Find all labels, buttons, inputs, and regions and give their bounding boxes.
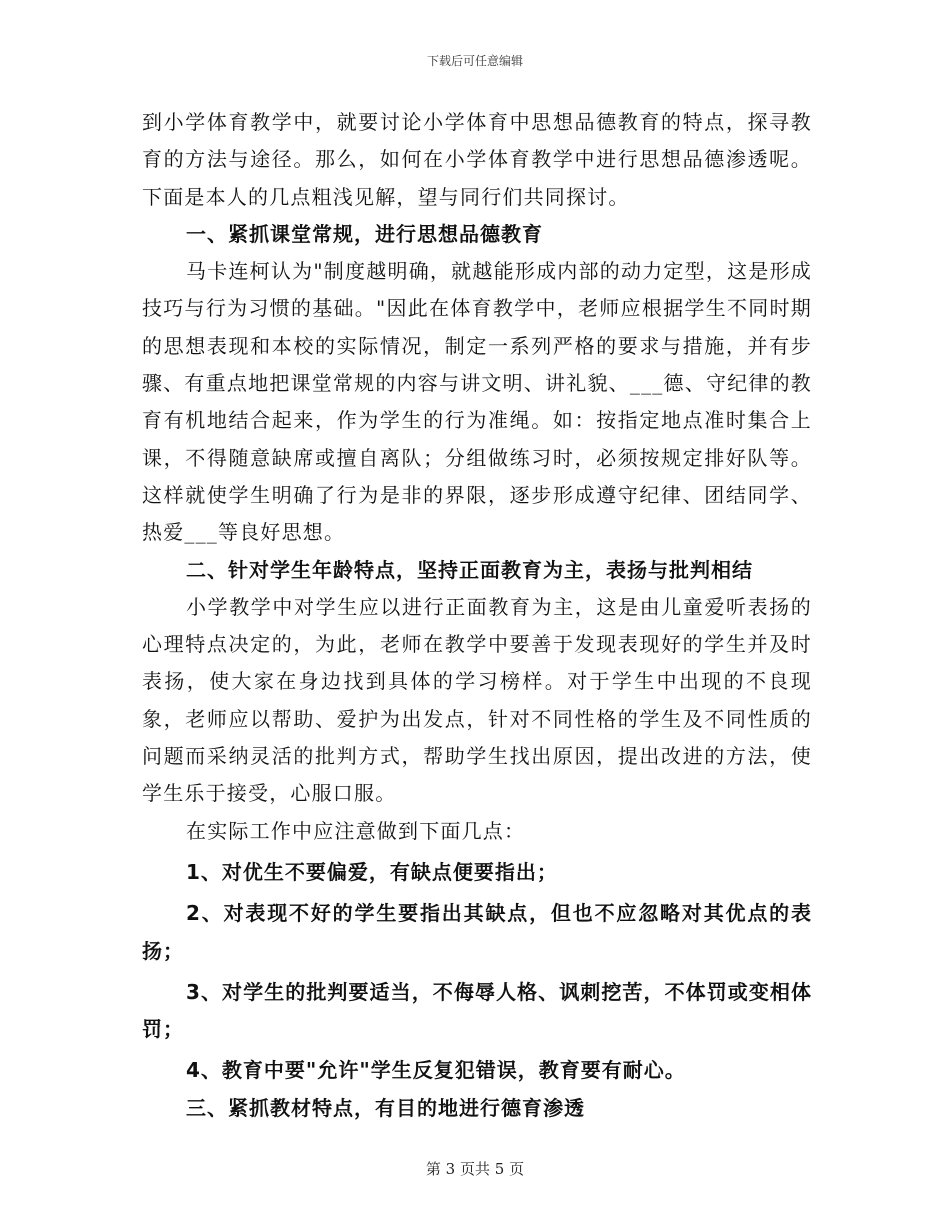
section-heading-3: 三、紧抓教材特点，有目的地进行德育渗透 (186, 1095, 585, 1120)
list-item-2: 2、对表现不好的学生要指出其缺点，但也不应忽略对其优点的表扬； (142, 901, 812, 963)
list-item-1: 1、对优生不要偏爱，有缺点便要指出； (186, 859, 558, 884)
list-item-3: 3、对学生的批判要适当，不侮辱人格、讽刺挖苦，不体罚或变相体罚； (142, 979, 812, 1042)
section-heading-2: 二、针对学生年龄特点，坚持正面教育为主，表扬与批判相结 (186, 557, 753, 582)
paragraph-intro: 到小学体育教学中，就要讨论小学体育中思想品德教育的特点，探寻教育的方法与途径。那么，如何在小学体育教学中进行思想品德渗透呢。下面是本人的几点粗浅见解，望与同行们共同探讨。 (142, 110, 812, 209)
document-body (142, 104, 812, 1127)
section-heading-1: 一、紧抓课堂常规，进行思想品德教育 (186, 221, 543, 246)
paragraph-notes-intro: 在实际工作中应注意做到下面几点： (186, 818, 526, 843)
list-item-4: 4、教育中要"允许"学生反复犯错误，教育要有耐心。 (186, 1058, 686, 1083)
page-footer: 第 3 页共 5 页 (425, 1160, 525, 1178)
paragraph-classroom-rules: 马卡连柯认为"制度越明确，就越能形成内部的动力定型，这是形成技巧与行为习惯的基础。"因此在体育教学中，老师应根据学生不同时期的思想表现和本校的实际情况，制定一系列严格的要求与措施，并有步骤、有重点地把课堂常规的内容与讲文明、讲礼貌、___德、守纪律的教育有机地结合起来，作为学生的行为准绳。如：按指定地点准时集合上课，不得随意缺席或擅自离队；分组做练习时，必须按规定排好队等。这样就使学生明确了行为是非的界限，逐步形成遵守纪律、团结同学、热爱___等良好思想。 (142, 259, 812, 545)
paragraph-positive-education: 小学教学中对学生应以进行正面教育为主，这是由儿童爱听表扬的心理特点决定的，为此，老师在教学中要善于发现表现好的学生并及时表扬，使大家在身边找到具体的学习榜样。对于学生中出现的不良现象，老师应以帮助、爱护为出发点，针对不同性格的学生及不同性质的问题而采纳灵活的批判方式，帮助学生找出原因，提出改进的方法，使学生乐于接受，心服口服。 (142, 594, 812, 806)
page-header: 下载后可任意编辑 (426, 54, 523, 68)
